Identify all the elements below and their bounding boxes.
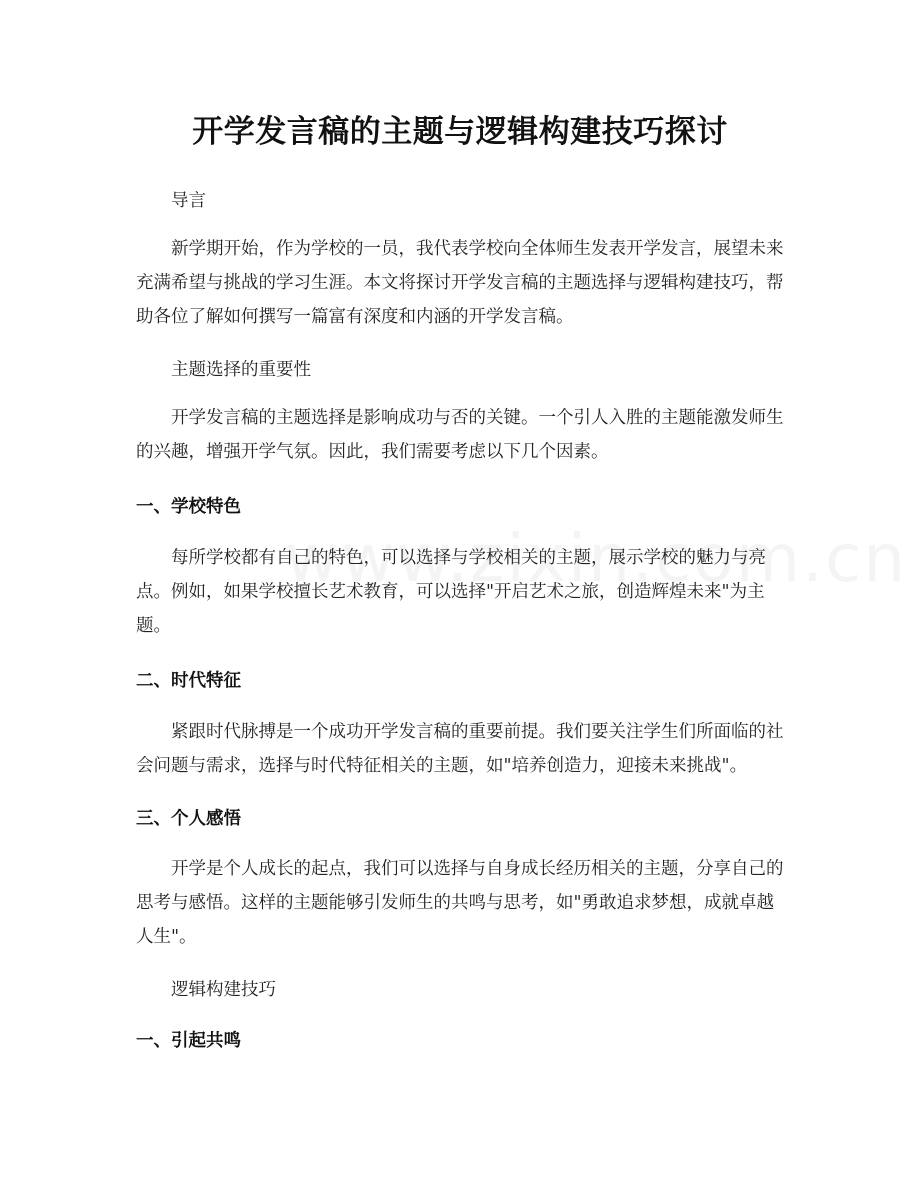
paragraph-school-features: 每所学校都有自己的特色，可以选择与学校相关的主题，展示学校的魅力与亮点。例如，如果学校擅长艺术教育，可以选择"开启艺术之旅，创造辉煌未来"为主题。 xyxy=(136,548,766,636)
paragraph-era-features: 紧跟时代脉搏是一个成功开学发言稿的重要前提。我们要关注学生们所面临的社会问题与需求，选择与时代特征相关的主题，如"培养创造力，迎接未来挑战"。 xyxy=(136,722,784,776)
heading-school-features: 一、学校特色 xyxy=(136,497,241,517)
paragraph-personal-insights: 开学是个人成长的起点，我们可以选择与自身成长经历相关的主题，分享自己的思考与感悟。这样的主题能够引发师生的共鸣与思考，如"勇敢追求梦想，成就卓越人生"。 xyxy=(136,859,784,947)
document-title: 开学发言稿的主题与逻辑构建技巧探讨 xyxy=(192,114,728,150)
heading-resonance: 一、引起共鸣 xyxy=(136,1031,241,1051)
paragraph-topic-importance: 开学发言稿的主题选择是影响成功与否的关键。一个引人入胜的主题能激发师生的兴趣，增强开学气氛。因此，我们需要考虑以下几个因素。 xyxy=(136,408,784,462)
heading-personal-insights: 三、个人感悟 xyxy=(136,809,241,829)
subheading-intro: 导言 xyxy=(171,191,206,211)
heading-era-features: 二、时代特征 xyxy=(136,671,241,691)
subheading-logic-techniques: 逻辑构建技巧 xyxy=(171,980,276,1000)
paragraph-intro: 新学期开始，作为学校的一员，我代表学校向全体师生发表开学发言，展望未来充满希望与挑战的学习生涯。本文将探讨开学发言稿的主题选择与逻辑构建技巧，帮助各位了解如何撰写一篇富有深度和内涵的开学发言稿。 xyxy=(136,239,784,327)
subheading-topic-importance: 主题选择的重要性 xyxy=(171,360,311,380)
